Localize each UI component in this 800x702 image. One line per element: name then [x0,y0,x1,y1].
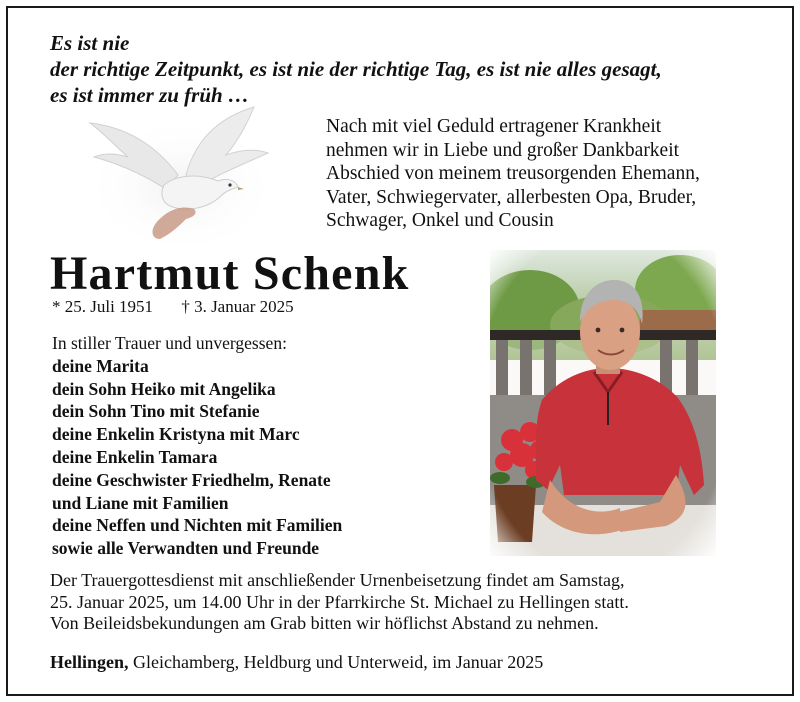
funeral-service-notice [50,570,629,635]
death-date: † 3. Januar 2025 [181,297,294,316]
place-town: Hellingen, [50,652,129,672]
mourners-intro: In stiller Trauer und unvergessen: [52,333,287,353]
mourners-list [52,332,342,560]
intro-line: Vater, Schwiegervater, allerbesten Opa, Bruder, [326,186,697,208]
place-and-date [50,651,543,673]
motto-line: Es ist nie [50,31,130,55]
mourner-line: dein Sohn Heiko mit Angelika [52,378,276,399]
deceased-name: Hartmut Schenk [50,247,410,300]
service-line: Der Trauergottesdienst mit anschließender Urnenbeisetzung findet am Samstag, [50,570,625,590]
mourner-line: deine Enkelin Tamara [52,446,218,467]
motto-line: der richtige Zeitpunkt, es ist nie der richtige Tag, es ist nie alles gesagt, [50,57,662,81]
place-rest: Gleichamberg, Heldburg und Unterweid, im Januar 2025 [133,652,544,672]
birth-date: * 25. Juli 1951 [52,297,154,316]
life-dates [52,296,294,318]
motto-line: es ist immer zu früh … [50,83,249,107]
portrait-photo [490,250,716,556]
mourner-line: deine Neffen und Nichten mit Familien [52,515,343,536]
motto-quote [50,30,662,108]
intro-line: Nach mit viel Geduld ertragener Krankheit [326,116,662,137]
mourner-line: dein Sohn Tino mit Stefanie [52,401,260,422]
intro-line: Abschied von meinem treusorgenden Ehemann, [326,163,700,185]
intro-line: nehmen wir in Liebe und großer Dankbarkeit [326,139,680,161]
mourner-line: deine Geschwister Friedhelm, Renate [52,469,331,490]
mourner-line: deine Enkelin Kristyna mit Marc [52,424,300,445]
mourner-line: sowie alle Verwandten und Freunde [52,538,320,559]
mourner-line: deine Marita [52,355,149,376]
intro-text [326,115,766,233]
dove-illustration [86,105,271,245]
service-line: Von Beileidsbekundungen am Grab bitten wir höflichst Abstand zu nehmen. [50,613,599,634]
intro-line: Schwager, Onkel und Cousin [326,210,554,232]
service-line: 25. Januar 2025, um 14.00 Uhr in der Pfarrkirche St. Michael zu Hellingen statt. [50,591,629,612]
mourner-line: und Liane mit Familien [52,492,229,513]
